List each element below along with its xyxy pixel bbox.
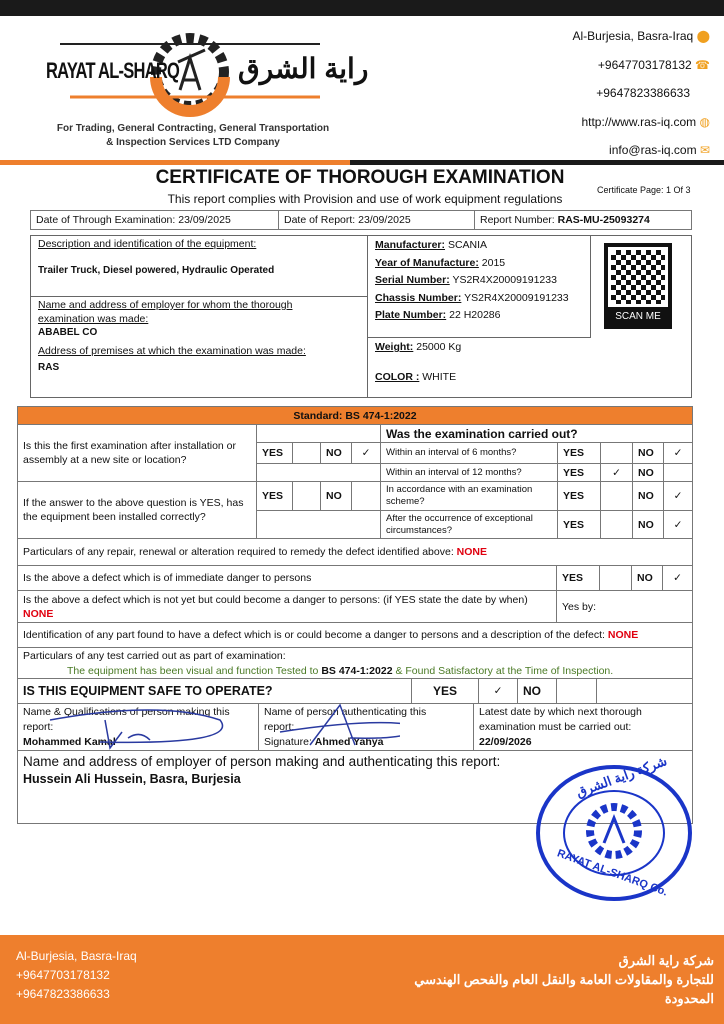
safe-question: IS THIS EQUIPMENT SAFE TO OPERATE? [17, 678, 412, 704]
footer-address: Al-Burjesia, Basra-Iraq [16, 949, 137, 963]
desc-label: Description and identification of the equipment: [38, 238, 257, 250]
carried-question: After the occurrence of exceptional circumstances? [380, 510, 558, 539]
tagline: For Trading, General Contracting, General Transportation & Inspection Services LTD Company [56, 123, 330, 148]
immediate-row: Is the above a defect which is of immediate danger to persons [17, 565, 557, 591]
report-date: Date of Report: 23/09/2025 [278, 210, 475, 230]
color: COLOR : WHITE [375, 371, 457, 383]
footer-ltd-ar: المحدودة [664, 991, 714, 1006]
checkbox-carried-no[interactable]: ✓ [663, 481, 693, 511]
top-bar [0, 0, 724, 16]
yes-label: YES [557, 463, 601, 482]
equipment-specs: Manufacturer: SCANIA Year of Manufacture: 2015 Serial Number: YS2R4X20009191233 Chassis Number: YS2R4X20009191233 Plate Number: 22 H20286 [375, 239, 569, 321]
desc-value: Trailer Truck, Diesel powered, Hydraulic Operated [38, 265, 275, 276]
qr-divider [590, 235, 591, 338]
footer [0, 935, 724, 1024]
no-label: NO [632, 481, 664, 511]
contact-list [573, 22, 711, 165]
location-pin-icon: ⬤ [696, 29, 710, 43]
qr-code[interactable] [604, 243, 672, 329]
checkbox-first-yes[interactable] [292, 442, 321, 464]
subtitle: This report complies with Provision and use of work equipment regulations [167, 192, 563, 206]
yes-label: YES [256, 442, 293, 464]
checkbox-carried-no[interactable] [663, 463, 693, 482]
employer-value: ABABEL CO [38, 327, 98, 338]
carried-question: Within an interval of 12 months? [380, 463, 558, 482]
footer-company-ar: شركة راية الشرق [618, 953, 714, 968]
checkbox-immediate-no[interactable]: ✓ [662, 565, 693, 591]
certificate-page: Certificate Page: 1 Of 3 [597, 185, 691, 195]
exam-date: Date of Through Examination: 23/09/2025 [30, 210, 279, 230]
yes-by: Yes by: [556, 590, 693, 623]
footer-phone2: +9647823386633 [16, 987, 110, 1001]
carried-question: In accordance with an examination scheme? [380, 481, 558, 511]
qr-label: SCAN ME [615, 311, 661, 322]
checkbox-carried-yes[interactable] [600, 510, 633, 539]
checkbox-carried-yes[interactable]: ✓ [600, 463, 633, 482]
checkbox-carried-no[interactable]: ✓ [663, 510, 693, 539]
mail-icon: ✉ [699, 143, 710, 157]
qr-pattern [608, 247, 668, 307]
future-row: Is the above a defect which is not yet but could become a danger to persons: (if YES state the date by when) NONE [17, 590, 557, 623]
contact-phone: +9647703178132 ☎ [597, 57, 710, 72]
blank-cell [256, 463, 381, 482]
identification-row: Identification of any part found to have a defect which is or could become a danger to persons and a description of the defect: NONE [17, 622, 693, 648]
employer-cell: Name and address of employer of person making and authenticating this report: Hussein Ali Hussein, Basra, Burjesia [17, 750, 693, 824]
contact-phone2: +9647823386633 [596, 86, 690, 100]
yes-label: YES [557, 481, 601, 511]
divider-black [350, 160, 724, 165]
no-label: NO [632, 442, 664, 464]
checkbox-immediate-yes[interactable] [599, 565, 632, 591]
no-label: NO [632, 510, 664, 539]
repair-row: Particulars of any repair, renewal or alteration required to remedy the defect identified above: NONE [17, 538, 693, 566]
no-label: NO [320, 481, 352, 511]
checkbox-first-no[interactable]: ✓ [351, 442, 381, 464]
premises-value: RAS [38, 362, 60, 373]
footer-phone: +9647703178132 [16, 968, 110, 982]
checkbox-carried-yes[interactable] [600, 442, 633, 464]
contact-website[interactable]: http://www.ras-iq.com ◍ [581, 114, 710, 129]
blank-cell [596, 678, 693, 704]
logo-text-en: RAYAT AL-SHARQ [46, 58, 180, 83]
yes-label: YES [556, 565, 600, 591]
premises-label: Address of premises at which the examination was made: [38, 345, 306, 357]
next-exam-cell: Latest date by which next thorough examination must be carried out: 22/09/2026 [473, 703, 693, 751]
row-divider [367, 337, 590, 338]
no-label: NO [631, 565, 663, 591]
footer-services-ar: للتجارة والمقاولات العامة والنقل العام والفحص الهندسي [414, 972, 714, 987]
yes-label: YES [411, 678, 479, 704]
blank-cell [256, 424, 381, 443]
checkbox-installed-yes[interactable] [292, 481, 321, 511]
contact-address: Al-Burjesia, Basra-Iraq ⬤ [572, 29, 710, 43]
test-row: Particulars of any test carried out as part of examination: The equipment has been visual and function Tested to BS 474-1:2022 & Found Satisfactory at the Time of Inspection. [17, 647, 693, 679]
phone-icon: ☎ [695, 57, 710, 72]
employer-label: Name and address of employer for whom the thorough examination was made: [38, 299, 293, 325]
yes-label: YES [557, 442, 601, 464]
divider-orange [0, 160, 350, 165]
equipment-divider [367, 235, 368, 398]
checkbox-safe-no[interactable] [556, 678, 597, 704]
contact-email[interactable]: info@ras-iq.com ✉ [609, 143, 710, 157]
checkbox-safe-yes[interactable]: ✓ [478, 678, 518, 704]
checkbox-installed-no[interactable] [351, 481, 381, 511]
standard-header: Standard: BS 474-1:2022 [17, 406, 693, 425]
blank-cell [256, 510, 381, 539]
no-label: NO [632, 463, 664, 482]
company-stamp: شركة راية الشرق RAYAT AL-SHARQ Co. [534, 763, 694, 903]
signature [40, 700, 400, 750]
carried-title: Was the examination carried out? [380, 424, 693, 443]
q-installed: If the answer to the above question is YES, has the equipment been installed correctly? [17, 481, 257, 539]
checkbox-carried-no[interactable]: ✓ [663, 442, 693, 464]
maker-cell: Name & Qualifications of person making this report: Mohammed Kamal [17, 703, 259, 751]
weight: Weight: 25000 Kg [375, 341, 462, 353]
carried-question: Within an interval of 6 months? [380, 442, 558, 464]
no-label: NO [517, 678, 557, 704]
report-number: Report Number: RAS-MU-25093274 [474, 210, 692, 230]
page-title: CERTIFICATE OF THOROUGH EXAMINATION [155, 167, 565, 188]
globe-icon: ◍ [699, 114, 710, 129]
yes-label: YES [557, 510, 601, 539]
no-label: NO [320, 442, 352, 464]
checkbox-carried-yes[interactable] [600, 481, 633, 511]
auth-cell: Name of person authenticating this report: Signature: Ahmed Yahya [258, 703, 474, 751]
q-first: Is this the first examination after installation or assembly at a new site or location? [17, 424, 257, 482]
row-divider [30, 296, 368, 297]
yes-label: YES [256, 481, 293, 511]
logo-text-ar: راية الشرق [238, 53, 369, 84]
